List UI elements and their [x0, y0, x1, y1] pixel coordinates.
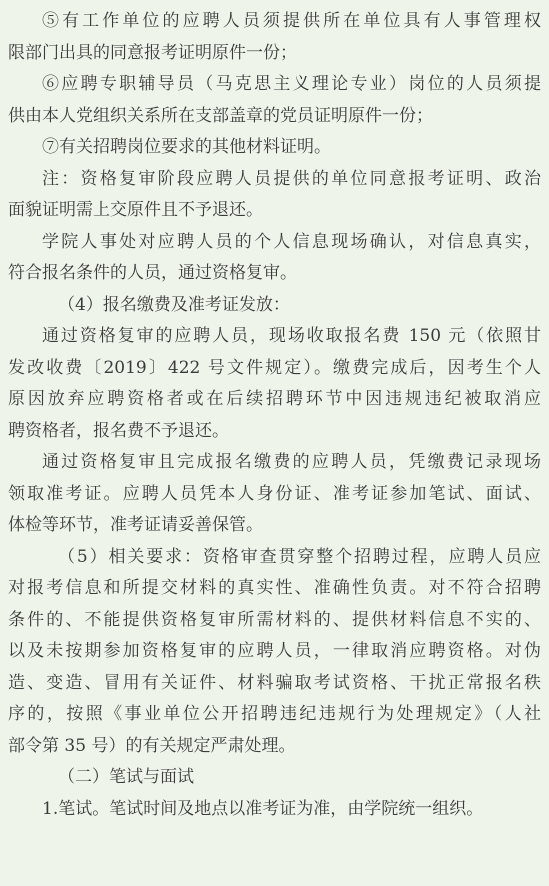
text-line: 面貌证明需上交原件且不予退还。	[8, 200, 263, 220]
section-heading: （二）笔试与面试	[58, 767, 194, 787]
text-line: 聘资格者，报名费不予退还。	[8, 420, 229, 441]
text-line: 以及未按期参加资格复审的应聘人员，一律取消应聘资格。对伪	[8, 641, 541, 661]
text-line: 学院人事处对应聘人员的个人信息现场确认，对信息真实，	[42, 231, 541, 252]
text-line: 注：资格复审阶段应聘人员提供的单位同意报考证明、政治	[42, 168, 541, 189]
text-line: （5）相关要求：资格审查贯穿整个招聘过程，应聘人员应	[58, 546, 541, 567]
text-line: 通过资格复审的应聘人员，现场收取报名费 150 元（依照甘	[42, 326, 541, 346]
text-line: 条件的、不能提供资格复审所需材料的、提供材料信息不实的、	[8, 609, 541, 630]
text-line: 通过资格复审且完成报名缴费的应聘人员，凭缴费记录现场	[42, 452, 541, 472]
text-line: 符合报名条件的人员，通过资格复审。	[8, 263, 297, 283]
section-heading: （4）报名缴费及准考证发放：	[58, 294, 290, 315]
text-line: 对报考信息和所提交材料的真实性、准确性负责。对不符合招聘	[8, 578, 541, 598]
text-line: ⑥应聘专职辅导员（马克思主义理论专业）岗位的人员须提	[42, 74, 541, 94]
text-line: 序的，按照《事业单位公开招聘违纪违规行为处理规定》（人社	[8, 704, 541, 724]
text-line: 1.笔试。笔试时间及地点以准考证为准，由学院统一组织。	[42, 798, 484, 819]
text-line: 限部门出具的同意报考证明原件一份；	[8, 42, 297, 63]
text-line: ⑦有关招聘岗位要求的其他材料证明。	[42, 137, 331, 157]
text-line: 领取准考证。应聘人员凭本人身份证、准考证参加笔试、面试、	[8, 483, 541, 504]
text-line: 体检等环节，准考证请妥善保管。	[8, 515, 263, 535]
text-line: 供由本人党组织关系所在支部盖章的党员证明原件一份；	[8, 105, 433, 126]
text-line: ⑤有工作单位的应聘人员须提供所在单位具有人事管理权	[42, 11, 541, 31]
text-line: 发改收费〔2019〕422 号文件规定）。缴费完成后，因考生个人	[8, 357, 541, 378]
text-line: 原因放弃应聘资格者或在后续招聘环节中因违规违纪被取消应	[8, 389, 541, 409]
text-line: 造、变造、冒用有关证件、材料骗取考试资格、干扰正常报名秩	[8, 672, 541, 693]
text-line: 部令第 35 号）的有关规定严肃处理。	[8, 735, 296, 756]
